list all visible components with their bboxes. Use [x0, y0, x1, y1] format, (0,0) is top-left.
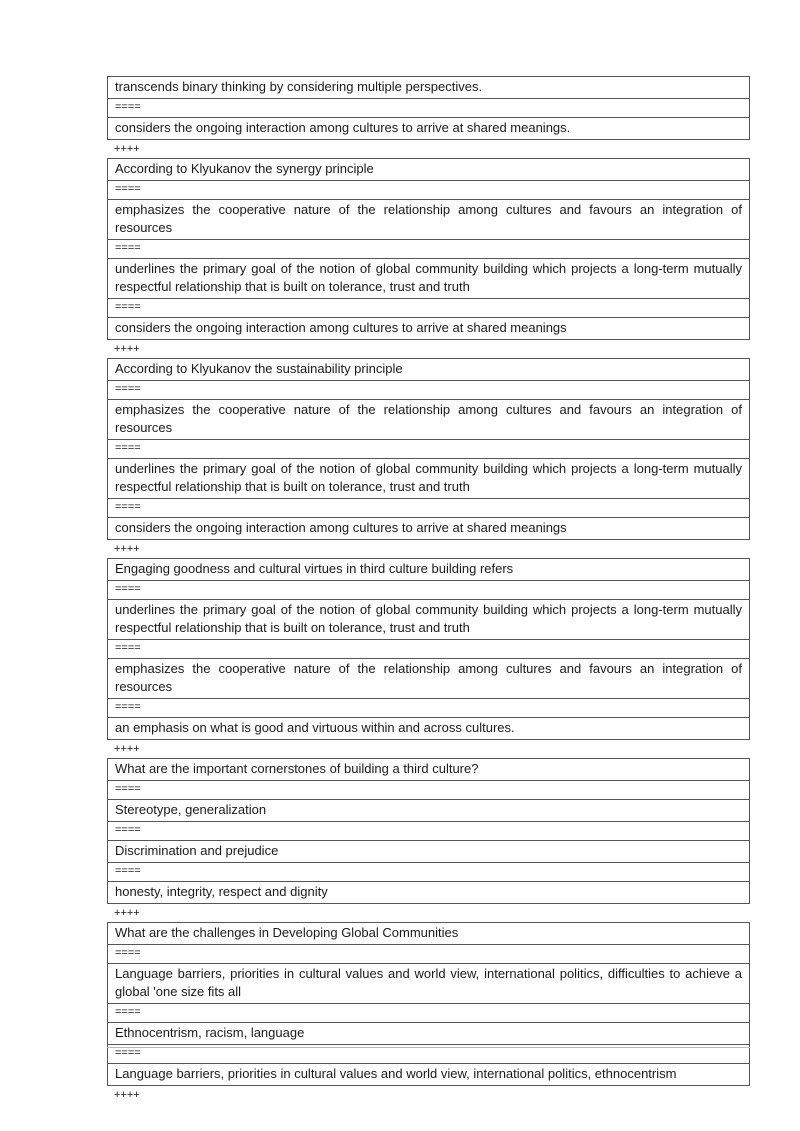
answer-option: underlines the primary goal of the notion of global community building which projects a long-term mutually respectful relationship that is built on tolerance, trust and truth: [107, 599, 750, 639]
question-text: What are the challenges in Developing Global Communities: [107, 922, 750, 944]
answer-option: considers the ongoing interaction among cultures to arrive at shared meanings: [107, 317, 750, 340]
answer-option: honesty, integrity, respect and dignity: [107, 881, 750, 904]
option-separator: ====: [107, 1044, 750, 1063]
question-text: According to Klyukanov the sustainability principle: [107, 358, 750, 380]
option-separator: ====: [107, 698, 750, 717]
question-separator: ++++: [114, 343, 140, 355]
question-document: [107, 76, 750, 1104]
option-separator: ====: [107, 862, 750, 881]
option-separator: ====: [107, 498, 750, 517]
answer-option: transcends binary thinking by considering multiple perspectives.: [107, 76, 750, 98]
option-separator: ====: [107, 821, 750, 840]
question-separator: ++++: [114, 143, 140, 155]
question-separator: ++++: [114, 907, 140, 919]
option-separator: ====: [107, 298, 750, 317]
option-separator: ====: [107, 439, 750, 458]
answer-option: underlines the primary goal of the notion of global community building which projects a long-term mutually respectful relationship that is built on tolerance, trust and truth: [107, 258, 750, 298]
question-block: [107, 758, 750, 904]
question-separator: ++++: [114, 743, 140, 755]
answer-option: emphasizes the cooperative nature of the relationship among cultures and favours an integration of resources: [107, 658, 750, 698]
question-separator: ++++: [114, 1089, 140, 1101]
answer-option: emphasizes the cooperative nature of the relationship among cultures and favours an integration of resources: [107, 399, 750, 439]
option-separator: ====: [107, 98, 750, 117]
option-separator: ====: [107, 1003, 750, 1022]
option-separator: ====: [107, 239, 750, 258]
footer-rule: [107, 1047, 750, 1048]
question-block: [107, 922, 750, 1086]
question-text: According to Klyukanov the synergy principle: [107, 158, 750, 180]
answer-option: Stereotype, generalization: [107, 799, 750, 821]
answer-option: Discrimination and prejudice: [107, 840, 750, 862]
option-separator: ====: [107, 580, 750, 599]
answer-option: considers the ongoing interaction among cultures to arrive at shared meanings: [107, 517, 750, 540]
question-separator: ++++: [114, 543, 140, 555]
option-separator: ====: [107, 780, 750, 799]
option-separator: ====: [107, 639, 750, 658]
answer-option: Ethnocentrism, racism, language: [107, 1022, 750, 1044]
question-block: [107, 158, 750, 340]
question-text: What are the important cornerstones of building a third culture?: [107, 758, 750, 780]
question-block: [107, 358, 750, 540]
question-block: [107, 558, 750, 740]
answer-option: an emphasis on what is good and virtuous within and across cultures.: [107, 717, 750, 740]
answer-option: Language barriers, priorities in cultural values and world view, international politics, ethnocentrism: [107, 1063, 750, 1086]
option-separator: ====: [107, 180, 750, 199]
answer-option: Language barriers, priorities in cultural values and world view, international politics, difficulties to achieve a global 'one size fits all: [107, 963, 750, 1003]
answer-option: emphasizes the cooperative nature of the relationship among cultures and favours an integration of resources: [107, 199, 750, 239]
option-separator: ====: [107, 944, 750, 963]
question-text: Engaging goodness and cultural virtues in third culture building refers: [107, 558, 750, 580]
question-block: [107, 76, 750, 140]
answer-option: considers the ongoing interaction among cultures to arrive at shared meanings.: [107, 117, 750, 140]
answer-option: underlines the primary goal of the notion of global community building which projects a long-term mutually respectful relationship that is built on tolerance, trust and truth: [107, 458, 750, 498]
option-separator: ====: [107, 380, 750, 399]
